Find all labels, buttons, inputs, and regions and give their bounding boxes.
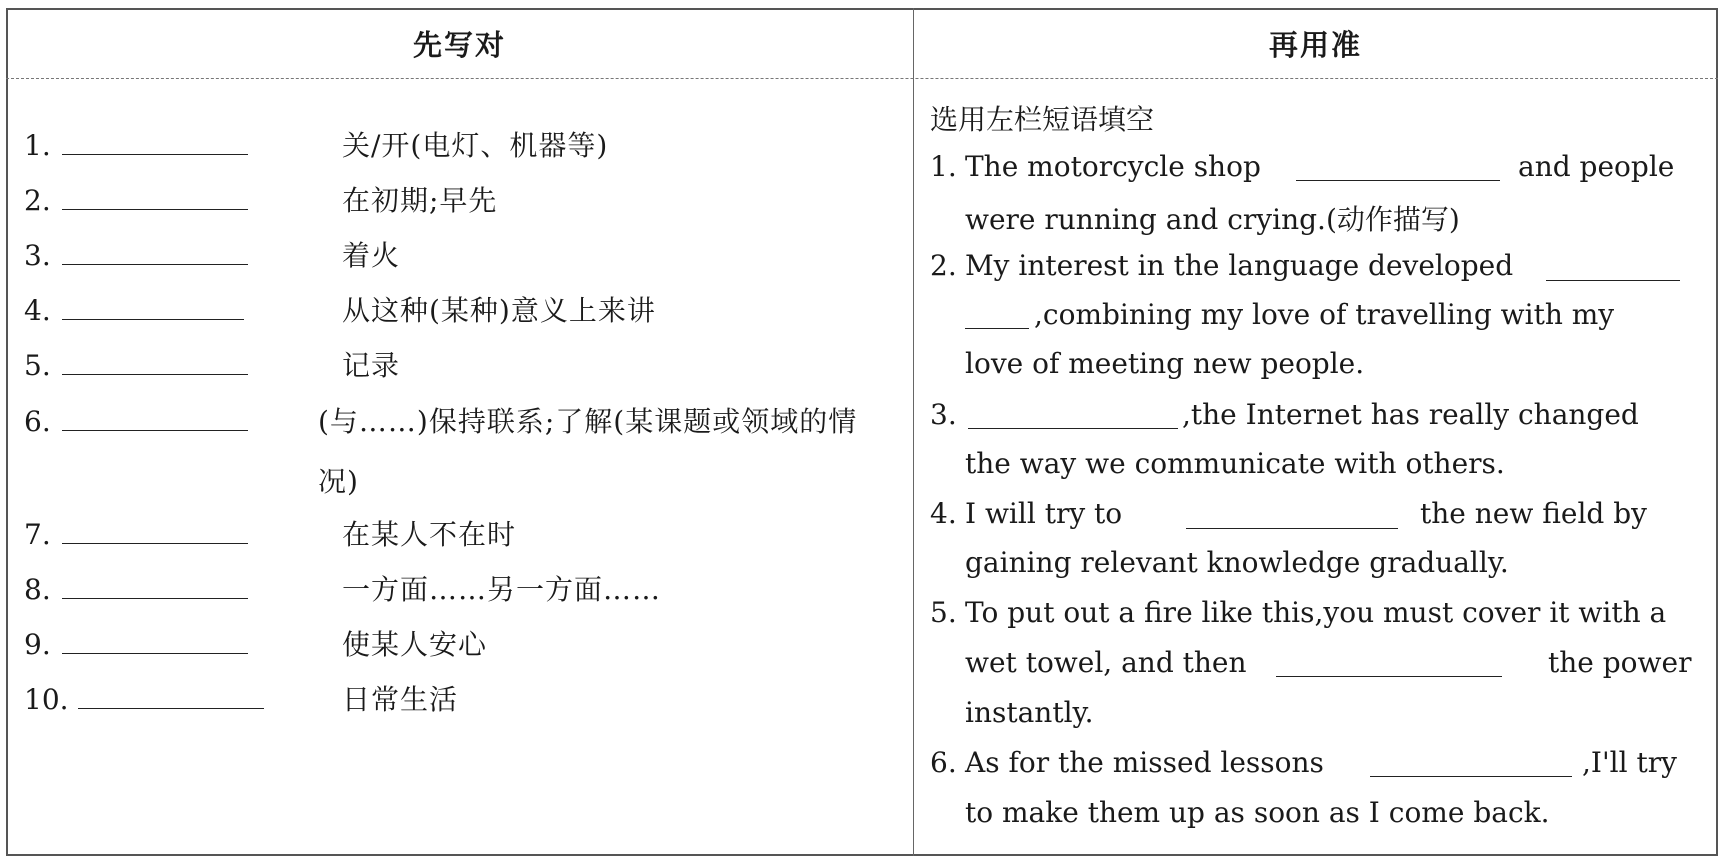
item-number: 4. xyxy=(930,497,957,530)
item-number: 5. xyxy=(930,596,957,629)
fill-blank[interactable] xyxy=(1276,676,1502,677)
sentence-text: To put out a fire like this,you must cover it with a xyxy=(965,596,1667,629)
answer-blank[interactable] xyxy=(62,374,248,375)
item-number: 6. xyxy=(930,746,957,779)
item-number: 10. xyxy=(24,683,69,716)
fill-blank[interactable] xyxy=(1186,528,1398,529)
sentence-text: love of meeting new people. xyxy=(965,347,1365,380)
instruction-text: 选用左栏短语填空 xyxy=(930,103,1155,136)
sentence-text: wet towel, and then xyxy=(965,646,1247,679)
item-number: 5. xyxy=(24,349,51,382)
item-number: 3. xyxy=(930,398,957,431)
item-number: 4. xyxy=(24,294,51,327)
phrase-meaning: 使某人安心 xyxy=(342,628,488,661)
fill-blank[interactable] xyxy=(968,428,1178,429)
item-number: 7. xyxy=(24,518,51,551)
item-number: 2. xyxy=(24,184,51,217)
sentence-text: As for the missed lessons xyxy=(965,746,1324,779)
sentence-text: the power xyxy=(1548,646,1692,679)
sentence-text: gaining relevant knowledge gradually. xyxy=(965,546,1509,579)
phrase-meaning: 在初期;早先 xyxy=(342,184,498,217)
fill-blank[interactable] xyxy=(1296,180,1500,181)
item-number: 1. xyxy=(24,129,51,162)
sentence-text: My interest in the language developed xyxy=(965,249,1514,282)
sentence-text: to make them up as soon as I come back. xyxy=(965,796,1550,829)
item-number: 9. xyxy=(24,628,51,661)
item-number: 8. xyxy=(24,573,51,606)
phrase-meaning: 一方面……另一方面…… xyxy=(342,573,662,606)
answer-blank[interactable] xyxy=(62,430,248,431)
phrase-meaning: 日常生活 xyxy=(342,683,459,716)
answer-blank[interactable] xyxy=(62,209,248,210)
phrase-meaning: 着火 xyxy=(342,239,401,272)
phrase-meaning: 记录 xyxy=(342,349,401,382)
phrase-meaning: (与……)保持联系;了解(某课题或领域的情况) xyxy=(318,405,858,498)
item-number: 2. xyxy=(930,249,957,282)
answer-blank[interactable] xyxy=(62,264,248,265)
phrase-meaning: 关/开(电灯、机器等) xyxy=(342,129,609,162)
sentence-text: The motorcycle shop xyxy=(965,150,1261,183)
answer-blank[interactable] xyxy=(78,708,264,709)
item-number: 1. xyxy=(930,150,957,183)
sentence-text: the way we communicate with others. xyxy=(965,447,1505,480)
phrase-meaning: 从这种(某种)意义上来讲 xyxy=(342,294,656,327)
sentence-text: the new field by xyxy=(1420,497,1647,530)
fill-blank[interactable] xyxy=(1546,280,1680,281)
answer-blank[interactable] xyxy=(62,653,248,654)
header-use-accurately: 再用准 xyxy=(1268,27,1362,62)
fill-blank-continued[interactable] xyxy=(965,328,1029,329)
answer-blank[interactable] xyxy=(62,154,248,155)
answer-blank[interactable] xyxy=(62,319,244,320)
sentence-text: were running and crying.(动作描写) xyxy=(965,203,1460,236)
phrase-meaning: 在某人不在时 xyxy=(342,518,517,551)
sentence-text: ,the Internet has really changed xyxy=(1182,398,1639,431)
item-number: 6. xyxy=(24,405,51,438)
sentence-text: and people xyxy=(1518,150,1675,183)
column-divider xyxy=(913,8,914,856)
sentence-text: I will try to xyxy=(965,497,1123,530)
sentence-text: instantly. xyxy=(965,696,1094,729)
fill-blank[interactable] xyxy=(1370,776,1572,777)
sentence-text: ,combining my love of travelling with my xyxy=(1034,298,1615,331)
header-write-correctly: 先写对 xyxy=(412,27,506,62)
answer-blank[interactable] xyxy=(62,598,248,599)
sentence-text: ,I'll try xyxy=(1582,746,1677,779)
answer-blank[interactable] xyxy=(62,543,248,544)
header-divider xyxy=(6,78,1718,79)
item-number: 3. xyxy=(24,239,51,272)
